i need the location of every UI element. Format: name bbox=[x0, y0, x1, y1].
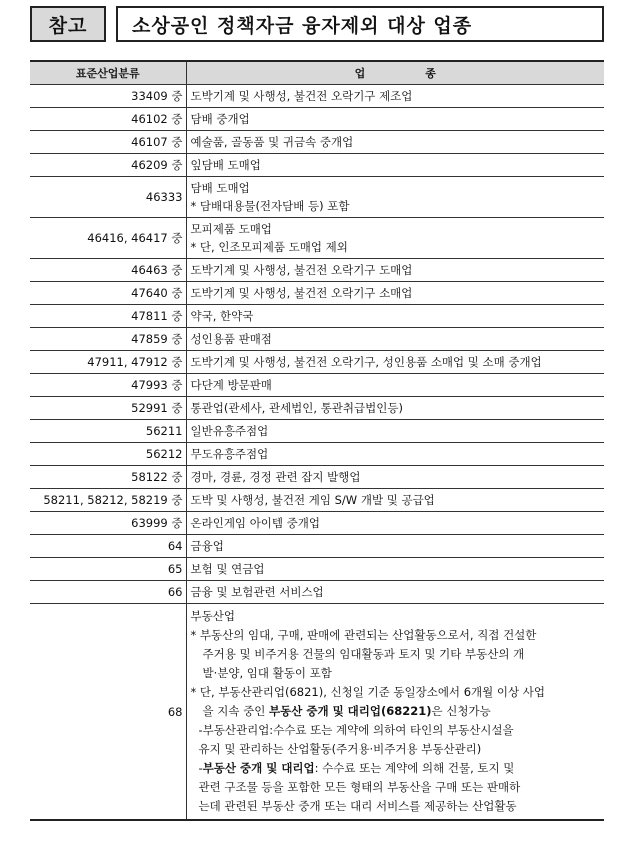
excluded-industries-table bbox=[30, 60, 604, 821]
table-row bbox=[30, 154, 604, 177]
row-desc: 무도유흥주점업 bbox=[186, 443, 604, 466]
table-row bbox=[30, 305, 604, 328]
row-desc bbox=[186, 177, 604, 218]
row-desc: 일반유흥주점업 bbox=[186, 420, 604, 443]
table-row bbox=[30, 558, 604, 581]
note-text: 은 신청가능 bbox=[431, 704, 491, 718]
row-code: 47993 중 bbox=[30, 374, 186, 397]
table-row bbox=[30, 218, 604, 259]
table-row bbox=[30, 581, 604, 604]
table-row bbox=[30, 351, 604, 374]
row-code: 63999 중 bbox=[30, 512, 186, 535]
row-code: 47911, 47912 중 bbox=[30, 351, 186, 374]
table-row bbox=[30, 177, 604, 218]
note-bold-text: 부동산 중개 및 대리업(68221) bbox=[269, 704, 432, 718]
row-code: 68 bbox=[30, 604, 186, 821]
row-desc: 도박기계 및 사행성, 불건전 오락기구 도매업 bbox=[186, 259, 604, 282]
column-header-industry bbox=[186, 61, 604, 85]
header bbox=[30, 6, 604, 46]
note-line: 관련 구조물 등을 포함한 모든 형태의 부동산을 구매 또는 판매하 bbox=[198, 780, 521, 794]
row-code: 58211, 58212, 58219 중 bbox=[30, 489, 186, 512]
row-code: 47811 중 bbox=[30, 305, 186, 328]
row-desc: 예술품, 골동품 및 귀금속 중개업 bbox=[186, 131, 604, 154]
row-code: 66 bbox=[30, 581, 186, 604]
row-code: 46209 중 bbox=[30, 154, 186, 177]
row-code: 47640 중 bbox=[30, 282, 186, 305]
row-desc: 잎담배 도매업 bbox=[186, 154, 604, 177]
page-title: 소상공인 정책자금 융자제외 대상 업종 bbox=[116, 6, 604, 42]
row-desc: 성인용품 판매점 bbox=[186, 328, 604, 351]
row-desc: 보험 및 연금업 bbox=[186, 558, 604, 581]
table-row bbox=[30, 443, 604, 466]
table-header-row bbox=[30, 61, 604, 85]
table-row bbox=[30, 328, 604, 351]
table-row bbox=[30, 259, 604, 282]
row-desc: 담배 중개업 bbox=[186, 108, 604, 131]
table-row bbox=[30, 282, 604, 305]
note-line: 발·분양, 임대 활동이 포함 bbox=[202, 666, 332, 680]
table-row bbox=[30, 420, 604, 443]
row-desc: 도박기계 및 사행성, 불건전 오락기구 제조업 bbox=[186, 85, 604, 108]
row-desc: 금융업 bbox=[186, 535, 604, 558]
row-desc-main: 부동산업 bbox=[190, 609, 235, 623]
row-desc: 약국, 한약국 bbox=[186, 305, 604, 328]
note-line: 유지 및 관리하는 산업활동(주거용·비주거용 부동산관리) bbox=[198, 742, 482, 756]
row-code: 56211 bbox=[30, 420, 186, 443]
note-line bbox=[191, 759, 601, 778]
row-desc: 경마, 경륜, 경정 관련 잡지 발행업 bbox=[186, 466, 604, 489]
note-line: * 단, 부동산관리업(6821), 신청일 기준 동일장소에서 6개월 이상 사업 bbox=[190, 685, 545, 699]
row-code: 56212 bbox=[30, 443, 186, 466]
row-code: 52991 중 bbox=[30, 397, 186, 420]
row-code: 47859 중 bbox=[30, 328, 186, 351]
row-code: 46463 중 bbox=[30, 259, 186, 282]
row-desc: 도박 및 사행성, 불건전 게임 S/W 개발 및 공급업 bbox=[186, 489, 604, 512]
row-code: 33409 중 bbox=[30, 85, 186, 108]
row-code: 46107 중 bbox=[30, 131, 186, 154]
note-text: : 수수료 또는 계약에 의해 건물, 토지 및 bbox=[314, 761, 515, 775]
note-line: -부동산관리업:수수료 또는 계약에 의하여 타인의 부동산시설을 bbox=[198, 723, 514, 737]
note-line: 는데 관련된 부동산 중개 또는 대리 서비스를 제공하는 산업활동 bbox=[198, 799, 517, 813]
table-row bbox=[30, 397, 604, 420]
note-line: * 부동산의 임대, 구매, 판매에 관련되는 산업활동으로서, 직접 건설한 bbox=[190, 628, 537, 642]
row-code: 46416, 46417 중 bbox=[30, 218, 186, 259]
reference-tag: 참고 bbox=[30, 6, 106, 42]
row-code: 46333 bbox=[30, 177, 186, 218]
row-desc-main: 담배 도매업 bbox=[190, 181, 250, 195]
column-header-code: 표준산업분류 bbox=[30, 61, 186, 85]
row-desc: 금융 및 보험관련 서비스업 bbox=[186, 581, 604, 604]
table-row bbox=[30, 374, 604, 397]
row-desc bbox=[186, 604, 604, 821]
row-code: 58122 중 bbox=[30, 466, 186, 489]
note-bold-text: 부동산 중개 및 대리업 bbox=[202, 761, 315, 775]
table-row bbox=[30, 85, 604, 108]
row-code: 46102 중 bbox=[30, 108, 186, 131]
row-desc: 도박기계 및 사행성, 불건전 오락기구, 성인용품 소매업 및 소매 중개업 bbox=[186, 351, 604, 374]
row-desc-note: * 단, 인조모피제품 도매업 제외 bbox=[190, 240, 348, 254]
row-desc: 통관업(관세사, 관세법인, 통관취급법인등) bbox=[186, 397, 604, 420]
table-row-real-estate bbox=[30, 604, 604, 821]
table-row bbox=[30, 489, 604, 512]
table-row bbox=[30, 131, 604, 154]
note-line: 주거용 및 비주거용 건물의 임대활동과 토지 및 기타 부동산의 개 bbox=[202, 647, 525, 661]
note-text: 을 지속 중인 bbox=[202, 704, 270, 718]
table-row bbox=[30, 512, 604, 535]
row-desc-note: * 담배대용물(전자담배 등) 포함 bbox=[190, 199, 350, 213]
row-desc bbox=[186, 218, 604, 259]
table-row bbox=[30, 108, 604, 131]
note-text: - bbox=[198, 761, 203, 775]
row-desc: 온라인게임 아이템 중개업 bbox=[186, 512, 604, 535]
row-code: 65 bbox=[30, 558, 186, 581]
row-desc: 도박기계 및 사행성, 불건전 오락기구 소매업 bbox=[186, 282, 604, 305]
row-code: 64 bbox=[30, 535, 186, 558]
column-header-industry-part1: 업 bbox=[354, 67, 366, 80]
note-line bbox=[191, 702, 601, 721]
table-row bbox=[30, 466, 604, 489]
table-row bbox=[30, 535, 604, 558]
column-header-industry-part2: 종 bbox=[425, 67, 436, 80]
row-desc-main: 모피제품 도매업 bbox=[190, 222, 272, 236]
row-desc: 다단계 방문판매 bbox=[186, 374, 604, 397]
